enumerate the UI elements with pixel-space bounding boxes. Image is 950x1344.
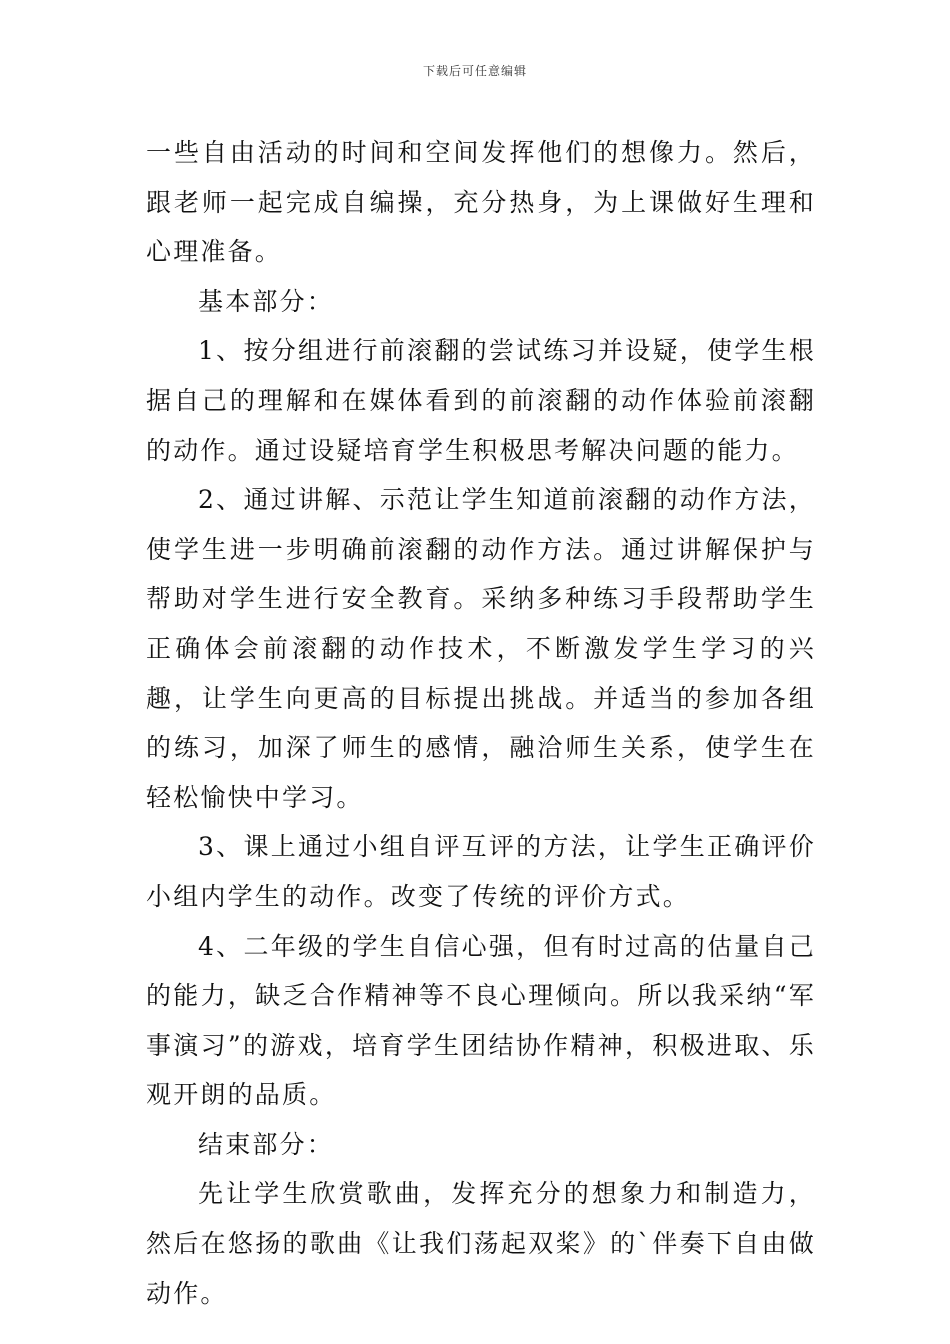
paragraph-item-2: 2、通过讲解、示范让学生知道前滚翻的动作方法，使学生进一步明确前滚翻的动作方法。通过讲解保护与帮助对学生进行安全教育。采纳多种练习手段帮助学生正确体会前滚翻的动作技术，不断激发学生学习的兴趣，让学生向更高的目标提出挑战。并适当的参加各组的练习，加深了师生的感情，融洽师生关系，使学生在轻松愉快中学习。 — [146, 485, 816, 812]
document-body — [146, 128, 816, 1318]
paragraph-item-4: 4、二年级的学生自信心强，但有时过高的估量自己的能力，缺乏合作精神等不良心理倾向。所以我采纳“军事演习”的游戏，培育学生团结协作精神，积极进取、乐观开朗的品质。 — [146, 931, 816, 1110]
paragraph-item-3: 3、课上通过小组自评互评的方法，让学生正确评价小组内学生的动作。改变了传统的评价方式。 — [146, 832, 816, 911]
section-heading-basic: 基本部分： — [198, 286, 335, 316]
section-heading-closing: 结束部分： — [198, 1129, 335, 1159]
paragraph-item-1: 1、按分组进行前滚翻的尝试练习并设疑，使学生根据自己的理解和在媒体看到的前滚翻的动作体验前滚翻的动作。通过设疑培育学生积极思考解决问题的能力。 — [146, 336, 816, 465]
page-header: 下载后可任意编辑 — [422, 64, 527, 78]
paragraph-closing: 先让学生欣赏歌曲，发挥充分的想象力和制造力，然后在悠扬的歌曲《让我们荡起双桨》的`伴奏下自由做动作。 — [146, 1179, 816, 1308]
paragraph-intro-continuation: 一些自由活动的时间和空间发挥他们的想像力。然后，跟老师一起完成自编操，充分热身，为上课做好生理和心理准备。 — [146, 138, 816, 267]
